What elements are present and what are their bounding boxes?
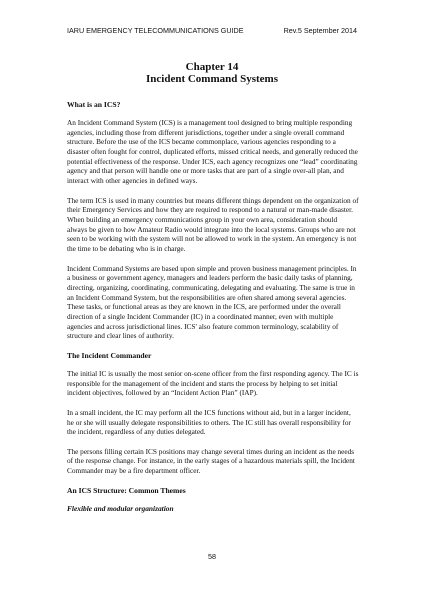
- paragraph: The initial IC is usually the most senior on-scene officer from the first responding agency. The IC is responsible for the management of the incident and starts the process by helping to set initial incident objectives, followed by an “Incident Action Plan” (IAP).: [67, 368, 359, 398]
- paragraph: The term ICS is used in many countries but means different things dependent on the organization of their Emergency Services and how they are required to respond to a natural or man-made disaster. When building an emergency communications group in your own area, consideration should always be given to how Amateur Radio would integrate into the local systems. Groups who are not seen to be working with the system will not be allowed to work in the system. An emergency is not the time to be debating who is in charge.: [67, 195, 359, 253]
- chapter-number: Chapter 14: [185, 61, 239, 73]
- header-title: IARU EMERGENCY TELECOMMUNICATIONS GUIDE: [67, 26, 244, 35]
- body-text: [67, 100, 359, 513]
- section-heading: The Incident Commander: [67, 350, 152, 360]
- chapter-title: Incident Command Systems: [145, 73, 278, 85]
- paragraph: The persons filling certain ICS positions may change several times during an incident as the needs of the response change. For instance, in the early stages of a hazardous materials spill, the Incident Commander may be a fire department officer.: [67, 446, 355, 476]
- header-revision: Rev.5 September 2014: [283, 26, 357, 35]
- section-heading: What is an ICS?: [67, 100, 121, 109]
- page-number: 58: [208, 552, 216, 561]
- subsection-heading: Flexible and modular organization: [67, 503, 174, 513]
- paragraph: An Incident Command System (ICS) is a management tool designed to bring multiple responding agencies, including those from different jurisdictions, together under a single overall command structure. Before the use of the ICS became commonplace, various agencies responding to a disaster often fought for control, duplicated efforts, missed critical needs, and generally reduced the potential effectiveness of the response. Under ICS, each agency recognizes one “lead” coordinating agency and that person will handle one or more tasks that are part of a single over-all plan, and interact with other agencies in defined ways.: [67, 118, 358, 185]
- section-heading: An ICS Structure: Common Themes: [67, 485, 186, 495]
- paragraph: Incident Command Systems are based upon simple and proven business management principles. In a business or government agency, managers and leaders perform the basic daily tasks of planning, directing, organizing, coordinating, communicating, delegating and evaluating. The same is true in an Incident Command System, but the responsibilities are often shared among several agencies. These tasks, or functional areas as they are known in the ICS, are performed under the overall direction of a single Incident Commander (IC) in a coordinated manner, even with multiple agencies and across jurisdictional lines. ICS' also feature common terminology, scalability of structure and clear lines of authority.: [67, 263, 357, 341]
- paragraph: In a small incident, the IC may perform all the ICS functions without aid, but in a larger incident, he or she will usually delegate responsibilities to others. The IC still has overall responsibility for the incident, regardless of any duties delegated.: [67, 407, 351, 437]
- running-header: [67, 26, 357, 38]
